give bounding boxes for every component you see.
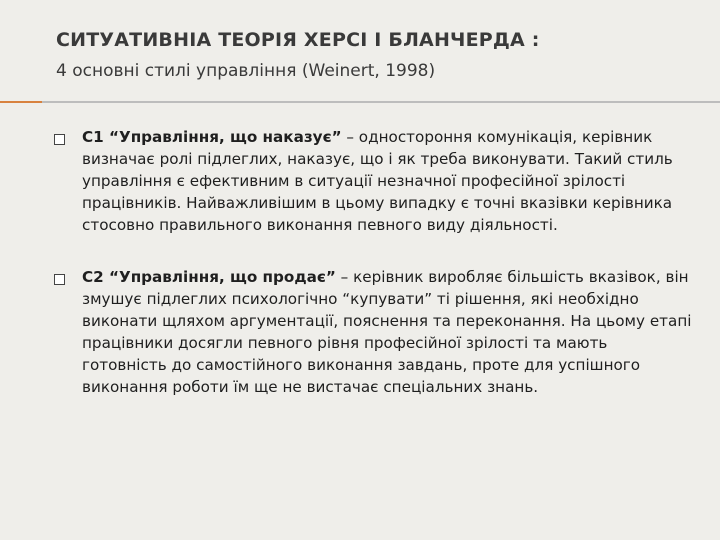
bullet-text [82, 266, 692, 398]
bullet-heading: С1 “Управління, що наказує” [82, 128, 342, 146]
title-divider [42, 101, 720, 103]
accent-divider [0, 101, 42, 103]
slide-title: СИТУАТИВНІА ТЕОРІЯ ХЕРСІ І БЛАНЧЕРДА : [56, 29, 540, 51]
bullet-text [82, 126, 692, 236]
slide-subtitle: 4 основні стилі управління (Weinert, 1998) [56, 61, 436, 81]
list-item [52, 126, 692, 236]
bullet-body: – одностороння комунікація, керівник визначає ролі підлеглих, наказує, що і як треба виконувати. Такий стиль управління є ефективним в ситуації незначної професійної зрілості працівників. Найважливішим в цьому випадку є точні вказівки керівника стосовно правильного виконання певного виду діяльності. [82, 128, 673, 234]
bullet-list [52, 126, 692, 398]
title-block [56, 26, 696, 84]
checkbox-bullet-icon [54, 134, 65, 145]
checkbox-bullet-icon [54, 274, 65, 285]
list-item [52, 266, 692, 398]
bullet-body: – керівник виробляє більшість вказівок, він змушує підлеглих психологічно “купувати” ті рішення, які необхідно виконати щляхом аргументації, пояснення та переконання. На цьому етапі працівники досягли певного рівня професійної зрілості та мають готовність до самостійного виконання завдань, проте для успішного виконання роботи їм ще не вистачає спеціальних знань. [82, 268, 692, 396]
bullet-heading: С2 “Управління, що продає” [82, 268, 336, 286]
